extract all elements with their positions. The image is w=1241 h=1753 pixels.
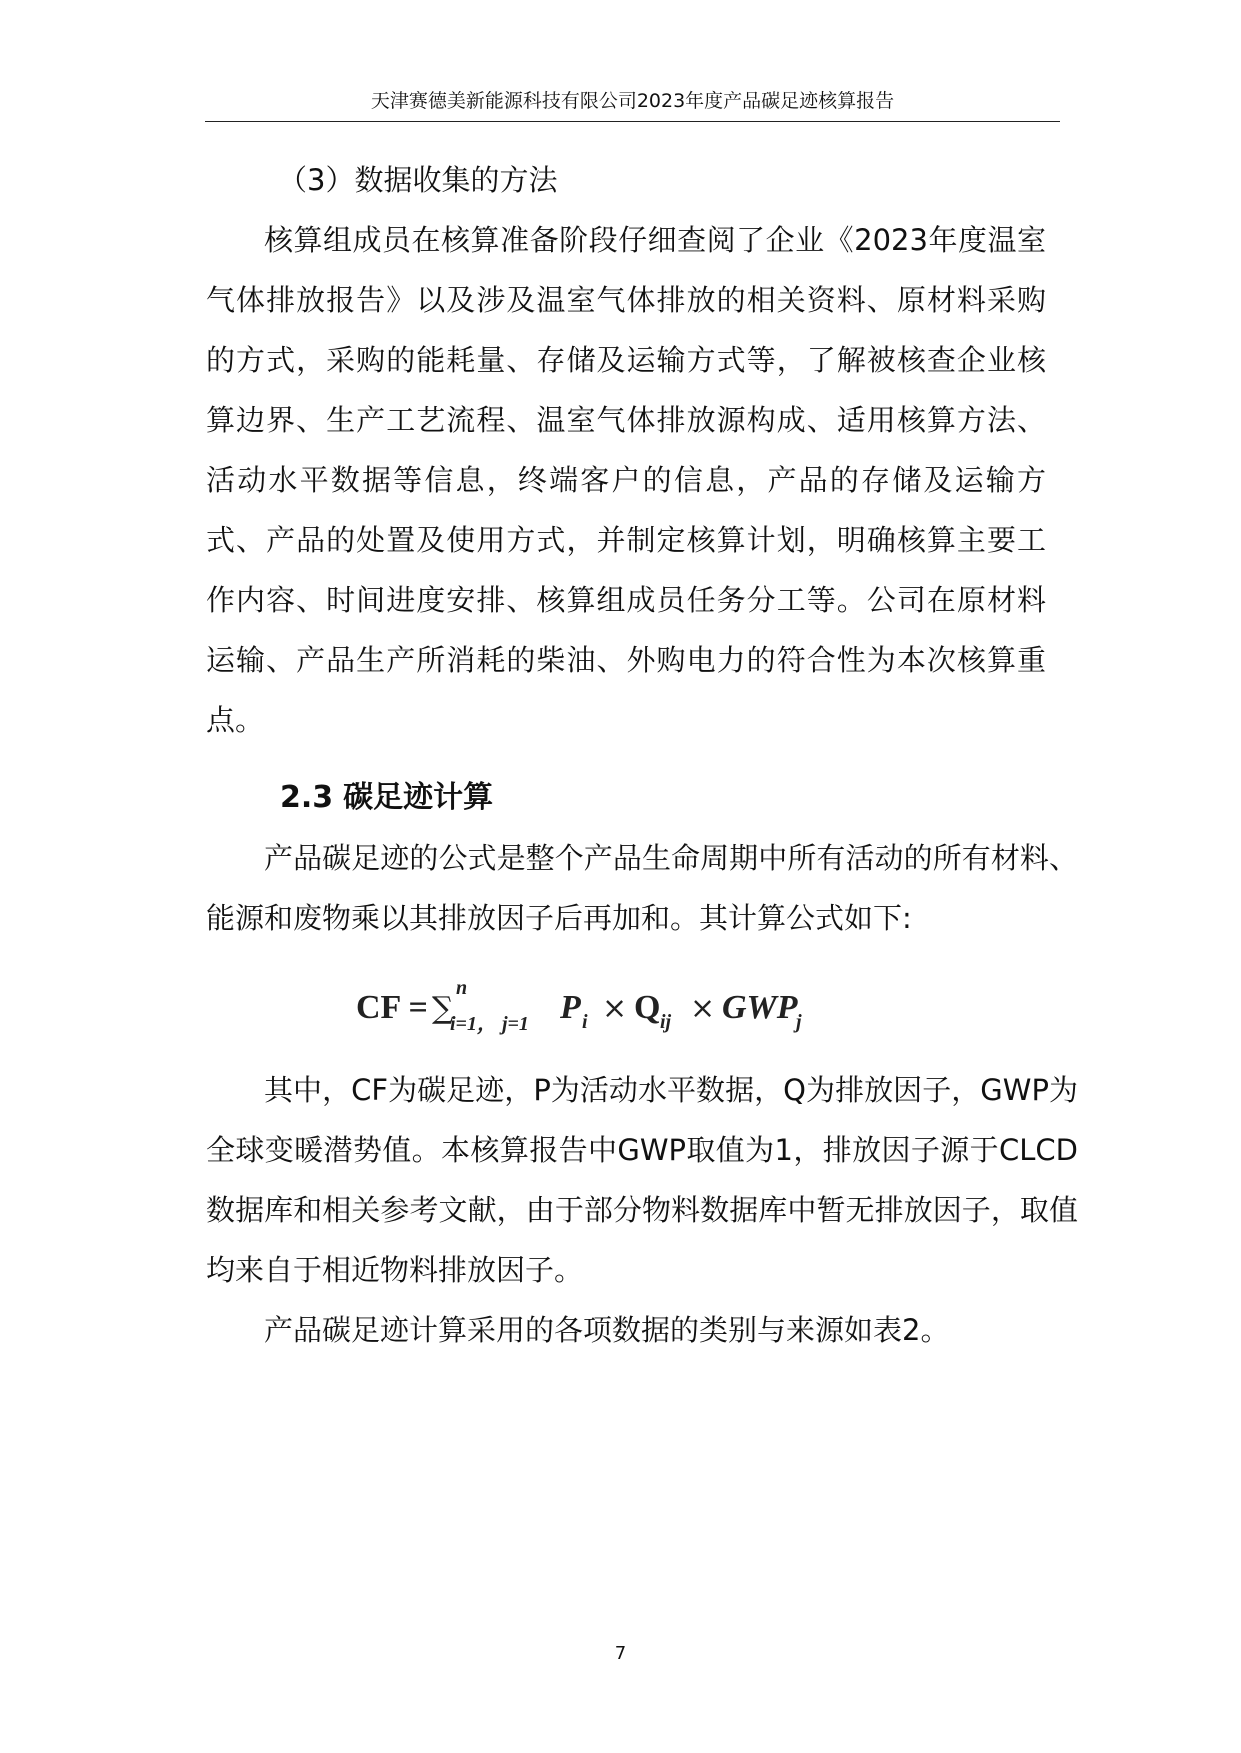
- paragraph-table-reference: 产品碳足迹计算采用的各项数据的类别与来源如表2。: [264, 1313, 950, 1347]
- formula-upper-limit: n: [456, 977, 468, 999]
- page-number: 7: [614, 1643, 627, 1664]
- page-body: [206, 150, 1078, 1360]
- page-header: 天津赛德美新能源科技有限公司2023年度产品碳足迹核算报告: [370, 90, 895, 112]
- paragraph-definitions: 其中，CF为碳足迹，P为活动水平数据，Q为排放因子，GWP为全球变暖潜势值。本核算报告中GWP取值为1，排放因子源于CLCD数据库和相关参考文献，由于部分物料数据库中暂无排放因子，取值均来自于相近物料排放因子。: [206, 1073, 1078, 1287]
- formula-sub-gwp: j: [796, 1011, 802, 1033]
- formula-graphic: [356, 958, 876, 1054]
- formula-term-q: Q: [634, 989, 661, 1026]
- formula-sub-p: i: [582, 1011, 588, 1033]
- formula-term-p: P: [560, 989, 581, 1026]
- formula-lower-limit: i=1， j=1: [450, 1013, 529, 1035]
- formula-sub-q: ij: [660, 1011, 672, 1033]
- paragraph-data-collection: 核算组成员在核算准备阶段仔细查阅了企业《2023年度温室气体排放报告》以及涉及温室气体排放的相关资料、原材料采购的方式，采购的能耗量、存储及运输方式等，了解被核查企业核算边界、生产工艺流程、温室气体排放源构成、适用核算方法、活动水平数据等信息，终端客户的信息，产品的存储及运输方式、产品的处置及使用方式，并制定核算计划，明确核算主要工作内容、时间进度安排、核算组成员任务分工等。公司在原材料运输、产品生产所消耗的柴油、外购电力的符合性为本次核算重点。: [206, 223, 1046, 737]
- formula-times-2: ×: [690, 991, 716, 1026]
- section-heading: [206, 768, 1078, 828]
- carbon-footprint-formula: [206, 958, 1078, 1054]
- formula-term-gwp: GWP: [722, 989, 798, 1026]
- section-number: 2.3: [280, 780, 334, 815]
- formula-lhs: CF =: [356, 989, 428, 1026]
- subsection-heading: （3）数据收集的方法: [278, 163, 558, 197]
- formula-sigma: ∑: [432, 991, 454, 1026]
- header-divider: [205, 121, 1060, 122]
- paragraph-formula-intro: 产品碳足迹的公式是整个产品生命周期中所有活动的所有材料、能源和废物乘以其排放因子后再加和。其计算公式如下:: [206, 841, 1078, 935]
- formula-times-1: ×: [602, 991, 628, 1026]
- section-title: 碳足迹计算: [343, 780, 494, 815]
